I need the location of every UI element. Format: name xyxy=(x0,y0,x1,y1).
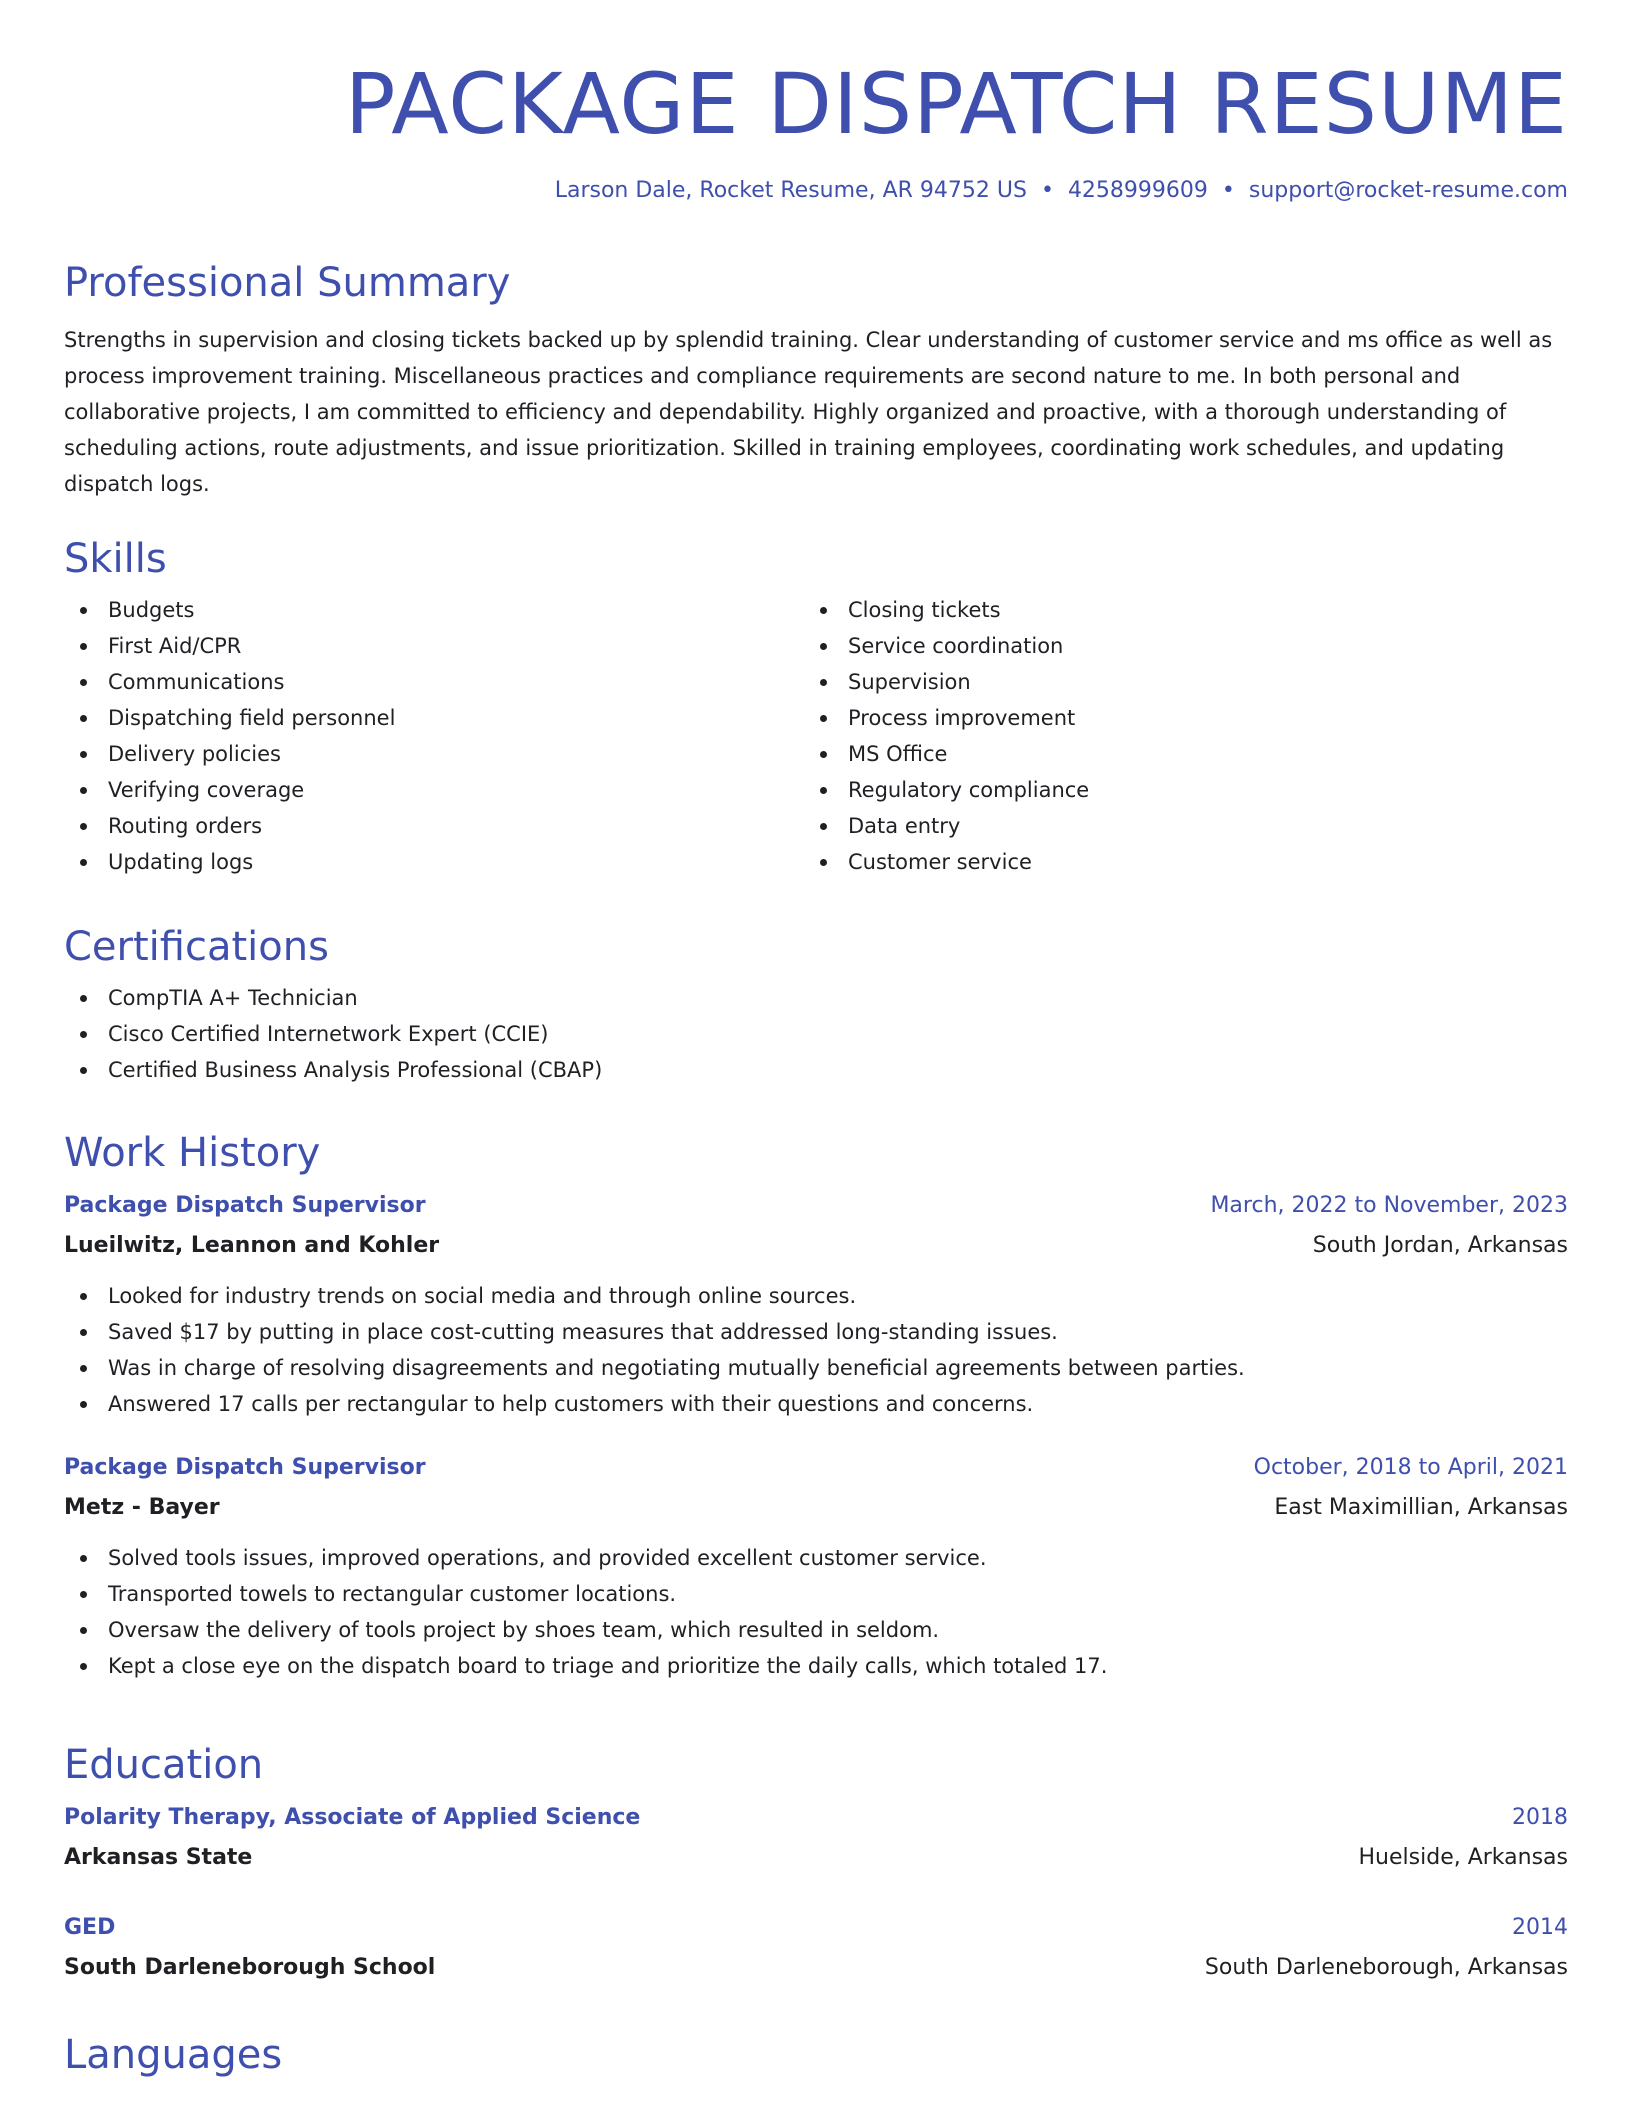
certifications-heading: Certifications xyxy=(64,924,329,970)
job-bullet: Looked for industry trends on social media and through online sources. xyxy=(64,1278,1568,1314)
certification-item: CompTIA A+ Technician xyxy=(64,980,1568,1016)
job-title: Package Dispatch Supervisor xyxy=(64,1455,426,1480)
job-dates: October, 2018 to April, 2021 xyxy=(1253,1455,1568,1480)
education-section xyxy=(64,1740,1568,1988)
skills-left-list xyxy=(64,592,804,880)
resume-title: PACKAGE DISPATCH RESUME xyxy=(344,55,1568,153)
summary-text: Strengths in supervision and closing tickets backed up by splendid training. Clear understanding of customer service and ms office as well as process improvement training. Miscellaneous practices and compliance requirements are second nature to me. In both personal and collaborative projects, I am committed to efficiency and dependability. Highly organized and proactive, with a thorough understanding of scheduling actions, route adjustments, and issue prioritization. Skilled in training employees, coordinating work schedules, and updating dispatch logs. xyxy=(64,328,1553,496)
skills-grid xyxy=(64,592,1568,880)
job-bullet: Solved tools issues, improved operations, and provided excellent customer service. xyxy=(64,1540,1568,1576)
job-title: Package Dispatch Supervisor xyxy=(64,1193,426,1218)
skill-item: Process improvement xyxy=(804,700,1568,736)
skill-item: Data entry xyxy=(804,808,1568,844)
skill-item: First Aid/CPR xyxy=(64,628,804,664)
contact-phone: 4258999609 xyxy=(1067,178,1208,203)
education-heading: Education xyxy=(64,1742,264,1788)
education-school-row xyxy=(64,1948,1568,1988)
education-year: 2014 xyxy=(1512,1915,1568,1940)
skill-item: Communications xyxy=(64,664,804,700)
job-entry xyxy=(64,1448,1568,1684)
skill-item: Regulatory compliance xyxy=(804,772,1568,808)
contact-separator: • xyxy=(1221,178,1235,203)
skill-item: Supervision xyxy=(804,664,1568,700)
skill-item: Verifying coverage xyxy=(64,772,804,808)
job-bullets xyxy=(64,1540,1568,1684)
skill-item: Budgets xyxy=(64,592,804,628)
job-location: South Jordan, Arkansas xyxy=(1312,1233,1568,1258)
job-bullet: Transported towels to rectangular customer locations. xyxy=(64,1576,1568,1612)
job-employer-row xyxy=(64,1226,1568,1266)
job-employer: Lueilwitz, Leannon and Kohler xyxy=(64,1233,440,1258)
contact-line xyxy=(64,176,1568,206)
contact-email[interactable]: support@rocket-resume.com xyxy=(1248,178,1568,203)
work-history-section xyxy=(64,1128,1568,1684)
skills-right-list xyxy=(804,592,1568,880)
job-employer-row xyxy=(64,1488,1568,1528)
job-bullet: Answered 17 calls per rectangular to help customers with their questions and concerns. xyxy=(64,1386,1568,1422)
education-degree: Polarity Therapy, Associate of Applied Science xyxy=(64,1805,641,1830)
job-employer: Metz - Bayer xyxy=(64,1495,220,1520)
work-history-heading: Work History xyxy=(64,1130,321,1176)
job-title-row xyxy=(64,1448,1568,1488)
skill-item: Dispatching field personnel xyxy=(64,700,804,736)
job-bullet: Saved $17 by putting in place cost-cutting measures that addressed long-standing issues. xyxy=(64,1314,1568,1350)
languages-heading: Languages xyxy=(64,2032,283,2078)
certification-item: Cisco Certified Internetwork Expert (CCIE) xyxy=(64,1016,1568,1052)
education-school-row xyxy=(64,1838,1568,1878)
education-entry xyxy=(64,1798,1568,1878)
skills-heading: Skills xyxy=(64,536,167,582)
resume-page xyxy=(64,0,1568,2078)
education-location: Huelside, Arkansas xyxy=(1358,1845,1568,1870)
skill-item: Delivery policies xyxy=(64,736,804,772)
job-bullet: Kept a close eye on the dispatch board to triage and prioritize the daily calls, which totaled 17. xyxy=(64,1648,1568,1684)
job-title-row xyxy=(64,1186,1568,1226)
education-school: South Darleneborough School xyxy=(64,1955,436,1980)
skill-item: Updating logs xyxy=(64,844,804,880)
job-dates: March, 2022 to November, 2023 xyxy=(1210,1193,1568,1218)
job-bullets xyxy=(64,1278,1568,1422)
skill-item: MS Office xyxy=(804,736,1568,772)
education-degree: GED xyxy=(64,1915,116,1940)
summary-section xyxy=(64,258,1568,502)
education-degree-row xyxy=(64,1908,1568,1948)
contact-address: Larson Dale, Rocket Resume, AR 94752 US xyxy=(554,178,1027,203)
certifications-list xyxy=(64,980,1568,1088)
contact-separator: • xyxy=(1040,178,1054,203)
skill-item: Routing orders xyxy=(64,808,804,844)
job-bullet: Was in charge of resolving disagreements and negotiating mutually beneficial agreements between parties. xyxy=(64,1350,1568,1386)
languages-section xyxy=(64,2030,1568,2080)
job-bullet: Oversaw the delivery of tools project by shoes team, which resulted in seldom. xyxy=(64,1612,1568,1648)
education-location: South Darleneborough, Arkansas xyxy=(1204,1955,1568,1980)
certification-item: Certified Business Analysis Professional (CBAP) xyxy=(64,1052,1568,1088)
job-entry xyxy=(64,1186,1568,1422)
summary-heading: Professional Summary xyxy=(64,260,511,306)
skill-item: Closing tickets xyxy=(804,592,1568,628)
certifications-section xyxy=(64,922,1568,1088)
job-location: East Maximillian, Arkansas xyxy=(1274,1495,1568,1520)
education-degree-row xyxy=(64,1798,1568,1838)
skills-section xyxy=(64,534,1568,880)
education-year: 2018 xyxy=(1512,1805,1568,1830)
education-entry xyxy=(64,1908,1568,1988)
skill-item: Customer service xyxy=(804,844,1568,880)
skill-item: Service coordination xyxy=(804,628,1568,664)
education-school: Arkansas State xyxy=(64,1845,253,1870)
